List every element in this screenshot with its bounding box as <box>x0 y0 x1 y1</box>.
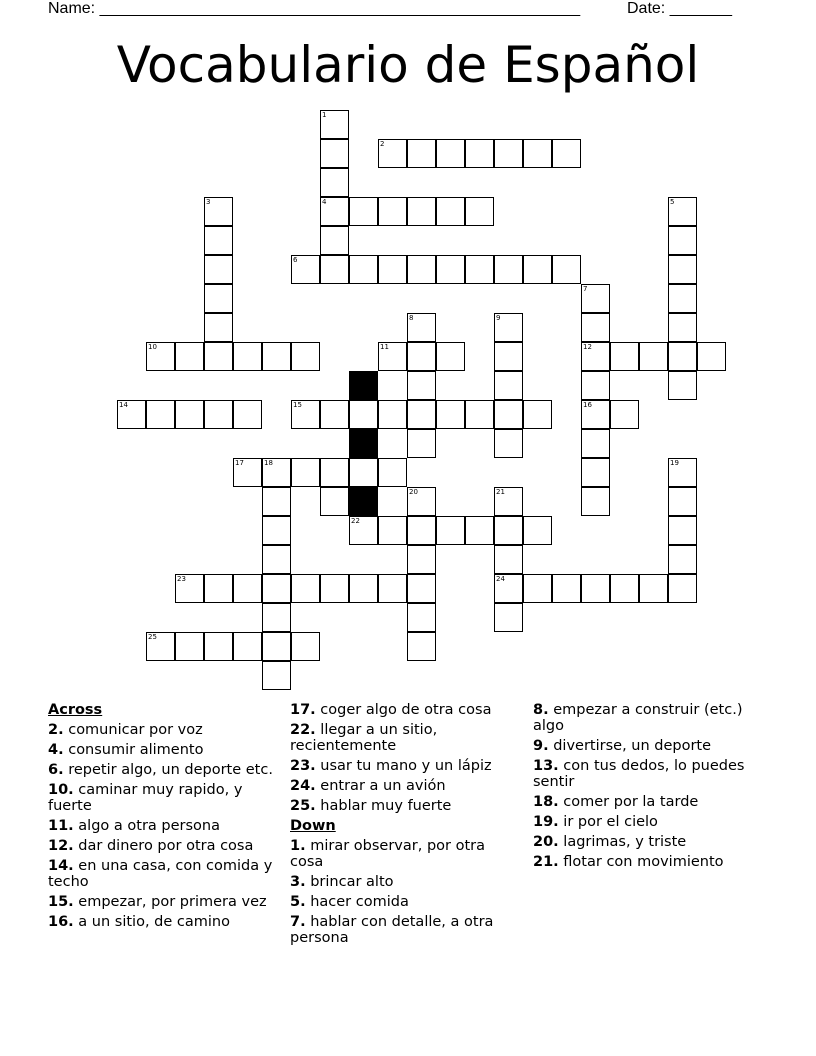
grid-cell[interactable] <box>494 545 523 574</box>
grid-cell[interactable] <box>262 487 291 516</box>
grid-cell[interactable] <box>320 110 349 139</box>
grid-cell[interactable] <box>407 371 436 400</box>
clue-text: hablar muy fuerte <box>315 798 452 814</box>
grid-cell[interactable] <box>291 574 320 603</box>
grid-cell[interactable] <box>233 632 262 661</box>
grid-cell[interactable] <box>436 255 465 284</box>
clue-item <box>48 914 280 930</box>
clue-number: 7 <box>583 285 588 293</box>
clue-text: entrar a un avión <box>315 778 446 794</box>
grid-cell[interactable] <box>610 342 639 371</box>
clue-item <box>290 722 522 754</box>
clue-number-label: 10. <box>48 782 74 798</box>
clue-number: 23 <box>177 575 186 583</box>
grid-cell[interactable] <box>436 139 465 168</box>
clue-text: ir por el cielo <box>558 814 658 830</box>
grid-cell[interactable] <box>465 197 494 226</box>
clues-column-1 <box>48 702 280 934</box>
grid-cell[interactable] <box>349 516 378 545</box>
across-heading: Across <box>48 702 103 718</box>
grid-cell[interactable] <box>175 400 204 429</box>
clue-text: comunicar por voz <box>63 722 203 738</box>
clue-number: 5 <box>670 198 675 206</box>
clue-item <box>48 894 280 910</box>
clue-item <box>48 858 280 890</box>
clue-number-label: 2. <box>48 722 64 738</box>
clue-number: 10 <box>148 343 157 351</box>
clue-item <box>290 778 522 794</box>
clue-number-label: 9. <box>533 738 549 754</box>
grid-cell[interactable] <box>494 400 523 429</box>
clue-text: en una casa, con comida y techo <box>48 858 273 890</box>
grid-cell[interactable] <box>349 255 378 284</box>
grid-cell[interactable] <box>204 197 233 226</box>
grid-cell[interactable] <box>204 255 233 284</box>
grid-cell[interactable] <box>233 574 262 603</box>
grid-cell[interactable] <box>378 574 407 603</box>
grid-cell[interactable] <box>262 458 291 487</box>
clue-number-label: 15. <box>48 894 74 910</box>
grid-cell[interactable] <box>378 139 407 168</box>
clue-number-label: 18. <box>533 794 559 810</box>
clue-number: 18 <box>264 459 273 467</box>
clue-text: llegar a un sitio, recientemente <box>290 722 438 754</box>
clue-text: hacer comida <box>305 894 409 910</box>
clue-item <box>290 838 522 870</box>
grid-cell[interactable] <box>465 400 494 429</box>
grid-cell[interactable] <box>320 139 349 168</box>
clue-number: 22 <box>351 517 360 525</box>
clue-number-label: 8. <box>533 702 549 718</box>
grid-cell[interactable] <box>378 197 407 226</box>
grid-cell[interactable] <box>378 400 407 429</box>
clue-number: 9 <box>496 314 501 322</box>
grid-cell[interactable] <box>407 487 436 516</box>
grid-cell[interactable] <box>407 574 436 603</box>
grid-cell[interactable] <box>668 197 697 226</box>
clue-number-label: 6. <box>48 762 64 778</box>
grid-cell[interactable] <box>407 313 436 342</box>
grid-cell[interactable] <box>262 516 291 545</box>
clue-number: 11 <box>380 343 389 351</box>
grid-cell[interactable] <box>552 139 581 168</box>
grid-cell[interactable] <box>668 255 697 284</box>
grid-cell[interactable] <box>494 429 523 458</box>
clue-text: algo a otra persona <box>73 818 220 834</box>
down-heading: Down <box>290 818 336 834</box>
grid-cell[interactable] <box>668 226 697 255</box>
clue-number-label: 11. <box>48 818 74 834</box>
clue-text: con tus dedos, lo puedes sentir <box>533 758 745 790</box>
grid-cell[interactable] <box>494 313 523 342</box>
clue-number-label: 20. <box>533 834 559 850</box>
clue-item <box>290 874 522 890</box>
clue-number-label: 4. <box>48 742 64 758</box>
clue-text: brincar alto <box>305 874 394 890</box>
clue-number-label: 24. <box>290 778 316 794</box>
grid-cell[interactable] <box>668 545 697 574</box>
clue-text: mirar observar, por otra cosa <box>290 838 485 870</box>
grid-cell[interactable] <box>204 400 233 429</box>
grid-cell[interactable] <box>523 139 552 168</box>
clue-item <box>48 818 280 834</box>
clue-text: comer por la tarde <box>558 794 699 810</box>
clue-number: 21 <box>496 488 505 496</box>
clue-item <box>533 758 765 790</box>
grid-cell[interactable] <box>407 400 436 429</box>
clue-text: flotar con movimiento <box>558 854 724 870</box>
clue-item <box>533 834 765 850</box>
clue-text: caminar muy rapido, y fuerte <box>48 782 243 814</box>
clue-number: 8 <box>409 314 414 322</box>
grid-cell[interactable] <box>262 545 291 574</box>
grid-cell[interactable] <box>262 632 291 661</box>
grid-cell[interactable] <box>465 255 494 284</box>
clue-number: 1 <box>322 111 327 119</box>
grid-cell[interactable] <box>175 632 204 661</box>
clue-item <box>533 854 765 870</box>
clue-number: 12 <box>583 343 592 351</box>
grid-cell[interactable] <box>175 342 204 371</box>
clue-number: 16 <box>583 401 592 409</box>
clue-number-label: 23. <box>290 758 316 774</box>
grid-cell[interactable] <box>204 632 233 661</box>
grid-cell[interactable] <box>610 400 639 429</box>
clue-item <box>48 838 280 854</box>
grid-cell[interactable] <box>668 284 697 313</box>
clue-item <box>533 702 765 734</box>
grid-cell[interactable] <box>378 516 407 545</box>
grid-cell[interactable] <box>494 139 523 168</box>
grid-cell[interactable] <box>407 342 436 371</box>
clue-text: empezar a construir (etc.) algo <box>533 702 743 734</box>
grid-cell[interactable] <box>581 342 610 371</box>
clue-number-label: 25. <box>290 798 316 814</box>
grid-cell[interactable] <box>291 400 320 429</box>
clue-number: 3 <box>206 198 211 206</box>
grid-cell[interactable] <box>407 632 436 661</box>
grid-cell[interactable] <box>639 342 668 371</box>
clues-column-2 <box>290 702 522 950</box>
date-field[interactable]: Date: _______ <box>627 0 732 17</box>
grid-cell[interactable] <box>581 429 610 458</box>
clue-text: divertirse, un deporte <box>548 738 712 754</box>
clue-number-label: 22. <box>290 722 316 738</box>
grid-cell[interactable] <box>465 516 494 545</box>
clue-item <box>290 798 522 814</box>
grid-cell[interactable] <box>233 458 262 487</box>
clue-number: 2 <box>380 140 385 148</box>
clue-number: 24 <box>496 575 505 583</box>
clue-number-label: 21. <box>533 854 559 870</box>
clue-item <box>290 758 522 774</box>
clue-number-label: 5. <box>290 894 306 910</box>
clue-text: repetir algo, un deporte etc. <box>63 762 273 778</box>
grid-cell[interactable] <box>407 516 436 545</box>
clue-item <box>533 738 765 754</box>
name-field[interactable]: Name: ______________________________________________________ <box>48 0 581 17</box>
clue-item <box>290 894 522 910</box>
grid-cell[interactable] <box>494 603 523 632</box>
grid-cell[interactable] <box>436 400 465 429</box>
grid-cell[interactable] <box>407 545 436 574</box>
black-cell <box>349 429 378 458</box>
grid-cell[interactable] <box>204 574 233 603</box>
clue-item <box>533 794 765 810</box>
grid-cell[interactable] <box>262 574 291 603</box>
clue-item <box>290 702 522 718</box>
grid-cell[interactable] <box>523 255 552 284</box>
grid-cell[interactable] <box>378 342 407 371</box>
grid-cell[interactable] <box>233 400 262 429</box>
grid-cell[interactable] <box>494 516 523 545</box>
clue-text: usar tu mano y un lápiz <box>315 758 492 774</box>
grid-cell[interactable] <box>407 255 436 284</box>
grid-cell[interactable] <box>407 197 436 226</box>
clue-number: 19 <box>670 459 679 467</box>
clue-number: 14 <box>119 401 128 409</box>
clue-number-label: 12. <box>48 838 74 854</box>
grid-cell[interactable] <box>407 139 436 168</box>
grid-cell[interactable] <box>204 313 233 342</box>
clue-number-label: 3. <box>290 874 306 890</box>
grid-cell[interactable] <box>407 429 436 458</box>
grid-cell[interactable] <box>581 487 610 516</box>
clue-number-label: 7. <box>290 914 306 930</box>
grid-cell[interactable] <box>117 400 146 429</box>
clue-text: empezar, por primera vez <box>73 894 267 910</box>
grid-cell[interactable] <box>436 516 465 545</box>
grid-cell[interactable] <box>262 342 291 371</box>
clue-number-label: 17. <box>290 702 316 718</box>
grid-cell[interactable] <box>494 487 523 516</box>
grid-cell[interactable] <box>668 516 697 545</box>
clue-number: 20 <box>409 488 418 496</box>
clues-column-3 <box>533 702 765 874</box>
clue-number: 15 <box>293 401 302 409</box>
clue-number: 6 <box>293 256 298 264</box>
clue-number-label: 14. <box>48 858 74 874</box>
grid-cell[interactable] <box>639 574 668 603</box>
clue-item <box>533 814 765 830</box>
grid-cell[interactable] <box>581 371 610 400</box>
grid-cell[interactable] <box>320 226 349 255</box>
black-cell <box>349 487 378 516</box>
clue-text: coger algo de otra cosa <box>315 702 492 718</box>
grid-cell[interactable] <box>204 226 233 255</box>
clue-text: hablar con detalle, a otra persona <box>290 914 494 946</box>
clue-item <box>48 722 280 738</box>
grid-cell[interactable] <box>349 197 378 226</box>
grid-cell[interactable] <box>552 255 581 284</box>
grid-cell[interactable] <box>204 342 233 371</box>
clue-text: a un sitio, de camino <box>73 914 230 930</box>
grid-cell[interactable] <box>291 458 320 487</box>
grid-cell[interactable] <box>494 574 523 603</box>
grid-cell[interactable] <box>523 516 552 545</box>
clue-number: 25 <box>148 633 157 641</box>
grid-cell[interactable] <box>494 255 523 284</box>
page-title: Vocabulario de Español <box>116 36 700 94</box>
grid-cell[interactable] <box>581 458 610 487</box>
grid-cell[interactable] <box>204 284 233 313</box>
grid-cell[interactable] <box>436 342 465 371</box>
grid-cell[interactable] <box>668 574 697 603</box>
grid-cell[interactable] <box>465 139 494 168</box>
grid-cell[interactable] <box>494 342 523 371</box>
grid-cell[interactable] <box>436 197 465 226</box>
clue-number: 17 <box>235 459 244 467</box>
grid-cell[interactable] <box>552 574 581 603</box>
clue-number-label: 1. <box>290 838 306 854</box>
grid-cell[interactable] <box>581 574 610 603</box>
grid-cell[interactable] <box>320 255 349 284</box>
grid-cell[interactable] <box>320 168 349 197</box>
grid-cell[interactable] <box>320 458 349 487</box>
grid-cell[interactable] <box>320 400 349 429</box>
grid-cell[interactable] <box>581 313 610 342</box>
clue-text: dar dinero por otra cosa <box>73 838 254 854</box>
grid-cell[interactable] <box>668 458 697 487</box>
grid-cell[interactable] <box>146 632 175 661</box>
grid-cell[interactable] <box>233 342 262 371</box>
grid-cell[interactable] <box>668 342 697 371</box>
grid-cell[interactable] <box>262 661 291 690</box>
grid-cell[interactable] <box>697 342 726 371</box>
grid-cell[interactable] <box>378 458 407 487</box>
grid-cell[interactable] <box>291 255 320 284</box>
grid-cell[interactable] <box>668 487 697 516</box>
clue-item <box>290 914 522 946</box>
black-cell <box>349 371 378 400</box>
grid-cell[interactable] <box>523 574 552 603</box>
clue-number-label: 13. <box>533 758 559 774</box>
grid-cell[interactable] <box>378 255 407 284</box>
grid-cell[interactable] <box>320 197 349 226</box>
grid-cell[interactable] <box>407 603 436 632</box>
grid-cell[interactable] <box>175 574 204 603</box>
grid-cell[interactable] <box>494 371 523 400</box>
grid-cell[interactable] <box>320 487 349 516</box>
grid-cell[interactable] <box>320 574 349 603</box>
clue-number-label: 19. <box>533 814 559 830</box>
grid-cell[interactable] <box>668 313 697 342</box>
grid-cell[interactable] <box>349 400 378 429</box>
clue-item <box>48 762 280 778</box>
clue-item <box>48 742 280 758</box>
grid-cell[interactable] <box>291 342 320 371</box>
grid-cell[interactable] <box>349 574 378 603</box>
grid-cell[interactable] <box>146 400 175 429</box>
grid-cell[interactable] <box>523 400 552 429</box>
grid-cell[interactable] <box>291 632 320 661</box>
clue-item <box>48 782 280 814</box>
grid-cell[interactable] <box>581 400 610 429</box>
grid-cell[interactable] <box>668 371 697 400</box>
clue-text: lagrimas, y triste <box>558 834 687 850</box>
grid-cell[interactable] <box>146 342 175 371</box>
grid-cell[interactable] <box>610 574 639 603</box>
grid-cell[interactable] <box>581 284 610 313</box>
clue-number: 4 <box>322 198 327 206</box>
clue-number-label: 16. <box>48 914 74 930</box>
grid-cell[interactable] <box>262 603 291 632</box>
grid-cell[interactable] <box>349 458 378 487</box>
clue-text: consumir alimento <box>63 742 204 758</box>
